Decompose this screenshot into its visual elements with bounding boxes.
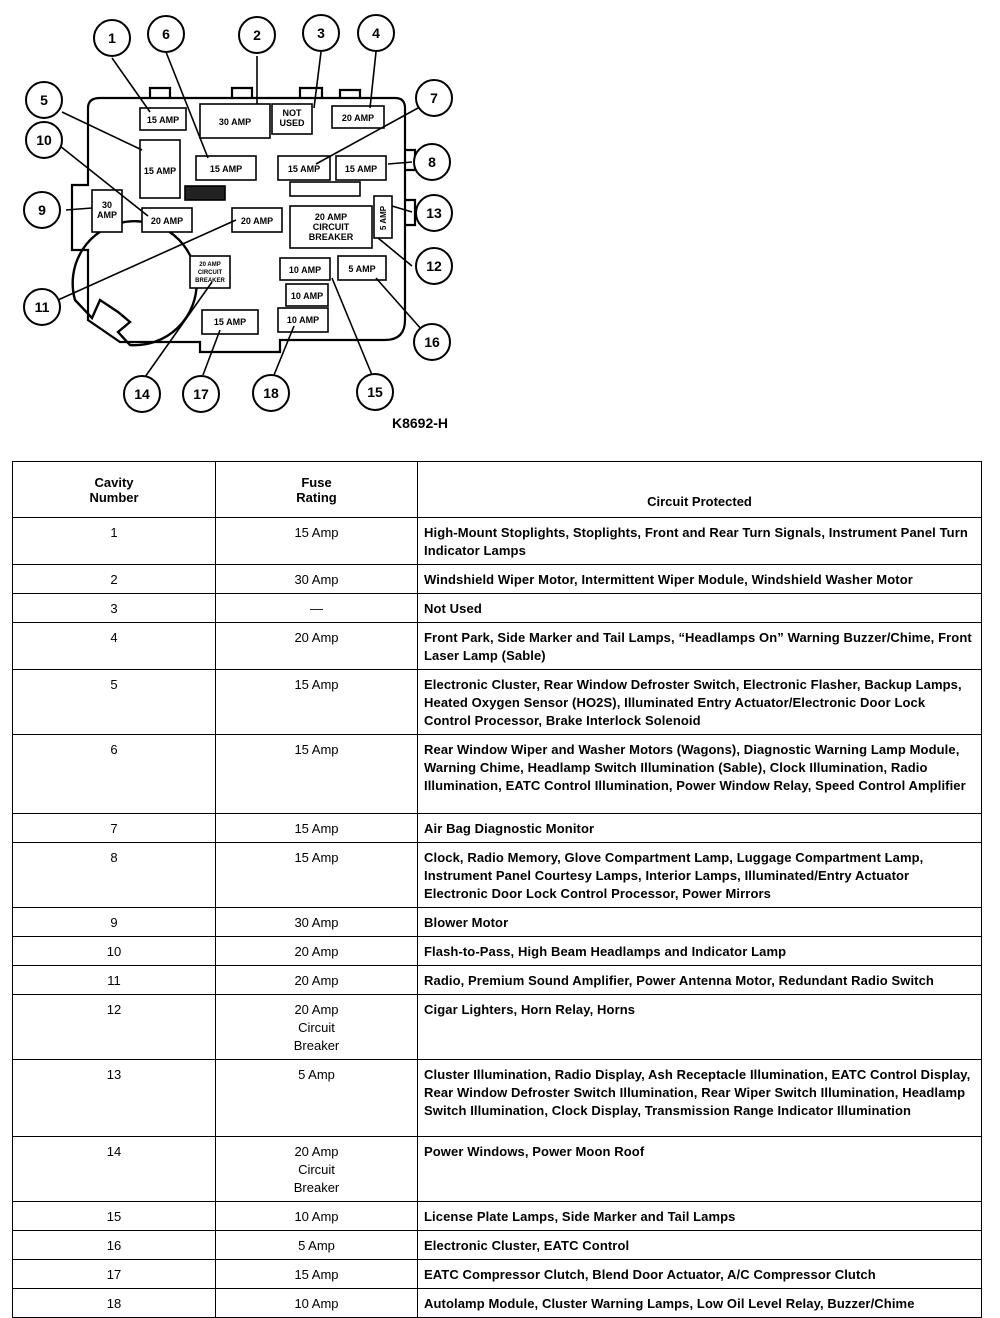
cavity-number: 4	[13, 623, 216, 670]
callout-15: 15	[367, 384, 383, 400]
circuit-protected: Autolamp Module, Cluster Warning Lamps, Low Oil Level Relay, Buzzer/Chime	[418, 1289, 982, 1318]
circuit-protected: Front Park, Side Marker and Tail Lamps, “Headlamps On” Warning Buzzer/Chime, Front Laser Lamp (Sable)	[418, 623, 982, 670]
circuit-protected: Flash-to-Pass, High Beam Headlamps and Indicator Lamp	[418, 937, 982, 966]
callout-9: 9	[38, 202, 46, 218]
fuse-label-14b: CIRCUIT	[197, 270, 223, 276]
table-row	[13, 735, 982, 814]
cavity-number: 8	[13, 843, 216, 908]
table-row	[13, 937, 982, 966]
fuse-label-10: 20 AMP	[150, 216, 184, 226]
fuse-rating-line: 15 Amp	[294, 742, 339, 757]
cavity-number: 5	[13, 670, 216, 735]
fuse-rating	[216, 1231, 418, 1260]
callout-2: 2	[253, 27, 261, 43]
callout-5: 5	[40, 92, 48, 108]
fuse-label-14a: 20 AMP	[199, 262, 221, 268]
fuse-rating-line: 20 Amp	[294, 973, 339, 988]
header-cavity: Cavity Number	[13, 462, 216, 518]
fuse-label-3a: NOT	[282, 108, 302, 118]
circuit-protected: High-Mount Stoplights, Stoplights, Front and Rear Turn Signals, Instrument Panel Turn Indicator Lamps	[418, 518, 982, 565]
cavity-number: 11	[13, 966, 216, 995]
fuse-rating	[216, 623, 418, 670]
fuse-rating-line: 15 Amp	[294, 821, 339, 836]
fuse-rating	[216, 518, 418, 565]
table-header-row	[13, 462, 982, 518]
table-row	[13, 565, 982, 594]
fuse-rating-line: 5 Amp	[298, 1067, 335, 1082]
fuse-label-16: 5 AMP	[348, 264, 376, 274]
circuit-protected: Clock, Radio Memory, Glove Compartment Lamp, Luggage Compartment Lamp, Instrument Panel Courtesy Lamps, Interior Lamps, Illuminated/Entry Actuator Electronic Door Lock Control Processor, Power Mirrors	[418, 843, 982, 908]
fuse-rating-line: 15 Amp	[294, 850, 339, 865]
fuse-rating	[216, 1289, 418, 1318]
table-row	[13, 966, 982, 995]
fuse-rating-line: Circuit	[298, 1162, 335, 1177]
circuit-protected: Windshield Wiper Motor, Intermittent Wiper Module, Windshield Washer Motor	[418, 565, 982, 594]
callout-3: 3	[317, 25, 325, 41]
callout-10: 10	[36, 132, 52, 148]
cavity-number: 16	[13, 1231, 216, 1260]
cavity-number: 10	[13, 937, 216, 966]
circuit-protected: Cluster Illumination, Radio Display, Ash Receptacle Illumination, EATC Control Display, Rear Window Defroster Switch Illumination, Rear Wiper Switch Illumination, Headlamp Switch Illumination, Clock Display, Transmission Range Indicator Illumination	[418, 1060, 982, 1137]
fuse-rating-line: —	[310, 601, 323, 616]
fuse-label-11: 20 AMP	[240, 216, 274, 226]
callout-8: 8	[428, 154, 436, 170]
fuse-rating	[216, 937, 418, 966]
fuse-label-3b: USED	[279, 118, 305, 128]
table-row	[13, 1202, 982, 1231]
table-row	[13, 908, 982, 937]
fuse-rating-line: 10 Amp	[294, 1296, 339, 1311]
fuse-rating	[216, 565, 418, 594]
circuit-protected: Cigar Lighters, Horn Relay, Horns	[418, 995, 982, 1060]
fuse-label-8: 15 AMP	[344, 164, 378, 174]
fuse-rating-line: Breaker	[293, 1038, 340, 1053]
callout-18: 18	[263, 385, 279, 401]
cavity-number: 1	[13, 518, 216, 565]
table-row	[13, 518, 982, 565]
table-row	[13, 1137, 982, 1202]
callout-16: 16	[424, 334, 440, 350]
table-row	[13, 623, 982, 670]
fuse-label-1: 15 AMP	[146, 115, 180, 125]
fuse-rating-line: Breaker	[293, 1180, 340, 1195]
fuse-rating-line: 30 Amp	[294, 915, 339, 930]
fuse-rating-line: 20 Amp	[294, 1144, 339, 1159]
table-row	[13, 670, 982, 735]
fuse-label-4: 20 AMP	[341, 113, 375, 123]
table-row	[13, 814, 982, 843]
callout-14: 14	[134, 386, 150, 402]
callout-1: 1	[108, 30, 116, 46]
fuse-label-12b: CIRCUIT	[312, 222, 350, 232]
fuse-panel-diagram	[0, 0, 470, 440]
fuse-label-14c: BREAKER	[195, 278, 225, 284]
table-row	[13, 1060, 982, 1137]
fuse-label-6: 15 AMP	[209, 164, 243, 174]
cavity-number: 13	[13, 1060, 216, 1137]
fuse-rating	[216, 735, 418, 814]
fuse-label-13: 5 AMP	[379, 205, 388, 231]
circuit-protected: Electronic Cluster, EATC Control	[418, 1231, 982, 1260]
fuse-rating-line: 10 Amp	[294, 1209, 339, 1224]
callout-7: 7	[430, 90, 438, 106]
cavity-number: 9	[13, 908, 216, 937]
circuit-protected: License Plate Lamps, Side Marker and Tail Lamps	[418, 1202, 982, 1231]
fuse-label-15: 10 AMP	[288, 265, 322, 275]
table-row	[13, 1289, 982, 1318]
cavity-number: 14	[13, 1137, 216, 1202]
fuse-rating-line: 20 Amp	[294, 944, 339, 959]
fuse-label-5: 15 AMP	[143, 166, 177, 176]
cavity-number: 2	[13, 565, 216, 594]
fuse-rating	[216, 1202, 418, 1231]
fuse-label-7: 15 AMP	[287, 164, 321, 174]
fuse-label-2: 30 AMP	[218, 117, 252, 127]
fuse-rating-line: Circuit	[298, 1020, 335, 1035]
figure-id: K8692-H	[392, 415, 449, 431]
fuse-rating-line: 20 Amp	[294, 630, 339, 645]
fuse-rating-line: 30 Amp	[294, 572, 339, 587]
circuit-protected: Electronic Cluster, Rear Window Defroster Switch, Electronic Flasher, Backup Lamps, Heated Oxygen Sensor (HO2S), Illuminated Entry Actuator/Electronic Door Lock Control Processor, Brake Interlock Solenoid	[418, 670, 982, 735]
cavity-number: 3	[13, 594, 216, 623]
circuit-protected: Radio, Premium Sound Amplifier, Power Antenna Motor, Redundant Radio Switch	[418, 966, 982, 995]
circular-opening	[73, 221, 197, 345]
circuit-protected: Rear Window Wiper and Washer Motors (Wagons), Diagnostic Warning Lamp Module, Warning Chime, Headlamp Switch Illumination (Sable), Clock Illumination, Radio Illumination, EATC Control Illumination, Power Window Relay, Speed Control Amplifier	[418, 735, 982, 814]
fuse-rating	[216, 995, 418, 1060]
callout-6: 6	[162, 26, 170, 42]
fuse-label-12a: 20 AMP	[314, 212, 348, 222]
circuit-protected: Power Windows, Power Moon Roof	[418, 1137, 982, 1202]
fuse-label-9b: AMP	[97, 210, 117, 220]
cavity-number: 6	[13, 735, 216, 814]
circuit-protected: Not Used	[418, 594, 982, 623]
table-row	[13, 594, 982, 623]
fuse-label-18: 10 AMP	[286, 315, 320, 325]
callout-11: 11	[34, 299, 50, 315]
callout-13: 13	[426, 205, 442, 221]
fuse-rating	[216, 814, 418, 843]
fuse-rating-line: 15 Amp	[294, 525, 339, 540]
table-row	[13, 995, 982, 1060]
fuse-rating-line: 20 Amp	[294, 1002, 339, 1017]
fuse-rating	[216, 1260, 418, 1289]
fuse-rating-line: 5 Amp	[298, 1238, 335, 1253]
fuse-label-mid: 10 AMP	[290, 291, 324, 301]
cavity-number: 7	[13, 814, 216, 843]
fuse-rating	[216, 670, 418, 735]
fuse-label-9a: 30	[101, 200, 113, 210]
fuse-rating	[216, 843, 418, 908]
fuse-rating	[216, 966, 418, 995]
cavity-number: 12	[13, 995, 216, 1060]
fuse-label-17: 15 AMP	[213, 317, 247, 327]
circuit-protected: Blower Motor	[418, 908, 982, 937]
fuse-rating-line: 15 Amp	[294, 1267, 339, 1282]
cavity-number: 18	[13, 1289, 216, 1318]
fuse-label-12c: BREAKER	[308, 232, 354, 242]
fuse-rating-line: 15 Amp	[294, 677, 339, 692]
table-row	[13, 843, 982, 908]
cavity-number: 17	[13, 1260, 216, 1289]
fuse-table	[12, 461, 982, 1318]
fuse-rating	[216, 1060, 418, 1137]
header-rating: Fuse Rating	[216, 462, 418, 518]
table-row	[13, 1231, 982, 1260]
table-row	[13, 1260, 982, 1289]
table-body	[13, 518, 982, 1318]
fuse-rating	[216, 1137, 418, 1202]
cavity-number: 15	[13, 1202, 216, 1231]
fuse-rating	[216, 908, 418, 937]
callout-4: 4	[372, 25, 380, 41]
fuse-rating	[216, 594, 418, 623]
circuit-protected: Air Bag Diagnostic Monitor	[418, 814, 982, 843]
header-circuit: Circuit Protected	[418, 462, 982, 518]
circuit-protected: EATC Compressor Clutch, Blend Door Actuator, A/C Compressor Clutch	[418, 1260, 982, 1289]
callout-17: 17	[193, 386, 209, 402]
callout-12: 12	[426, 258, 442, 274]
